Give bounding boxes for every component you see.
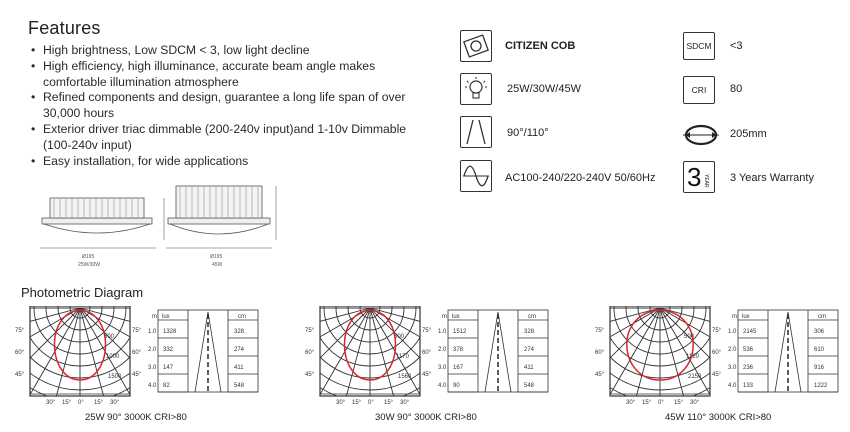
bottom-angle-label: 30° [400, 400, 410, 406]
table-header: cm [238, 314, 246, 320]
features-list [30, 43, 430, 169]
polar-value-label: 2150 [688, 374, 702, 380]
sine-wave-icon [460, 160, 492, 192]
bottom-angle-label: 0° [368, 400, 374, 406]
table-header: lux [742, 314, 750, 320]
drawing-model-label: 45W [212, 262, 223, 268]
angle-label: 75° [15, 328, 25, 334]
polar-spoke [595, 308, 660, 406]
cri-box: CRI [683, 76, 715, 104]
drawing-dim-label: Ø195 [82, 254, 95, 260]
polar-value-label: 1170 [396, 354, 409, 360]
bottom-angle-label: 15° [94, 400, 104, 406]
spec-voltage: AC100-240/220-240V 50/60Hz [505, 172, 656, 184]
table-distance: 1.0 [148, 329, 157, 335]
table-distance: 2.0 [438, 347, 447, 353]
angle-label: 75° [595, 328, 605, 334]
warranty-number: 3 [687, 162, 702, 192]
cutout-icon [683, 121, 719, 149]
table-lux: 1328 [163, 329, 177, 335]
fixture-drawing-45w [166, 186, 276, 248]
bottom-angle-label: 30° [690, 400, 700, 406]
warranty-year-label: YEAR [703, 174, 709, 188]
table-distance: 2.0 [728, 347, 737, 353]
spec-cob: CITIZEN COB [505, 40, 576, 52]
feature-item: • Refined components and design, guarantee a long life span of over 30,000 hours [30, 90, 430, 122]
feature-item: • High brightness, Low SDCM < 3, low light decline [30, 43, 430, 59]
table-lux: 2145 [743, 329, 757, 335]
polar-spoke [305, 308, 370, 406]
polar-value-label: 1500 [108, 374, 122, 380]
angle-label: 60° [595, 350, 605, 356]
table-cm: 411 [524, 365, 534, 371]
angle-label: 45° [422, 372, 432, 378]
table-header: m [732, 314, 737, 320]
cob-chip-icon [460, 30, 492, 62]
bottom-angle-label: 15° [674, 400, 684, 406]
photometric-diagram [590, 306, 850, 406]
bulb-icon [460, 73, 492, 105]
polar-value-label: 1000 [106, 354, 120, 360]
bottom-angle-label: 15° [384, 400, 394, 406]
diagram-caption: 45W 110° 3000K CRI>80 [665, 412, 772, 423]
polar-spoke [15, 308, 80, 406]
angle-label: 45° [712, 372, 722, 378]
polar-value-label: 1560 [398, 374, 412, 380]
angle-label: 60° [712, 350, 722, 356]
table-lux: 332 [163, 347, 174, 353]
drawing-model-label: 25W/30W [78, 262, 100, 268]
table-distance: 3.0 [728, 365, 737, 371]
angle-label: 75° [712, 328, 722, 334]
table-lux: 1512 [453, 329, 467, 335]
polar-value-label: 500 [684, 334, 695, 340]
angle-label: 45° [15, 372, 25, 378]
bottom-angle-label: 30° [336, 400, 346, 406]
angle-label: 45° [595, 372, 605, 378]
table-lux: 90 [453, 383, 460, 389]
table-cm: 548 [234, 383, 245, 389]
table-cm: 916 [814, 365, 825, 371]
spec-sdcm: <3 [730, 40, 743, 52]
spec-beam-angle: 90°/110° [507, 127, 549, 139]
table-distance: 4.0 [438, 383, 447, 389]
table-header: cm [528, 314, 536, 320]
bottom-angle-label: 0° [78, 400, 84, 406]
feature-item: • Exterior driver triac dimmable (200-240v input)and 1-10v Dimmable (100-240v input) [30, 122, 430, 154]
polar-value-label: 500 [104, 334, 115, 340]
table-lux: 378 [453, 347, 464, 353]
spec-power: 25W/30W/45W [507, 83, 581, 95]
feature-item: • Easy installation, for wide applications [30, 154, 430, 170]
angle-label: 60° [305, 350, 315, 356]
beam-angle-icon [460, 116, 492, 148]
bottom-angle-label: 15° [62, 400, 72, 406]
features-title: Features [28, 18, 101, 38]
table-cm: 328 [234, 329, 245, 335]
angle-label: 60° [132, 350, 142, 356]
table-cm: 306 [814, 329, 825, 335]
table-cm: 411 [234, 365, 244, 371]
diagram-caption: 30W 90° 3000K CRI>80 [375, 412, 477, 423]
bottom-angle-label: 30° [626, 400, 636, 406]
drawing-dim-label: Ø195 [210, 254, 223, 260]
feature-item: • High efficiency, high illuminance, accurate beam angle makes comfortable illumination atmosphere [30, 59, 430, 91]
photometric-diagram [300, 306, 560, 406]
table-distance: 4.0 [728, 383, 737, 389]
spec-cutout: 205mm [730, 128, 767, 140]
table-cm: 274 [234, 347, 245, 353]
spec-warranty: 3 Years Warranty [730, 172, 814, 184]
bottom-angle-label: 15° [352, 400, 362, 406]
spec-cri: 80 [730, 83, 743, 95]
table-lux: 167 [453, 365, 464, 371]
angle-label: 75° [132, 328, 142, 334]
table-distance: 2.0 [148, 347, 157, 353]
table-cm: 610 [814, 347, 825, 353]
table-header: lux [452, 314, 460, 320]
angle-label: 60° [422, 350, 432, 356]
angle-label: 75° [305, 328, 315, 334]
table-lux: 147 [163, 365, 174, 371]
sdcm-box: SDCM [683, 32, 715, 60]
table-distance: 3.0 [148, 365, 157, 371]
polar-value-label: 500 [394, 334, 405, 340]
bottom-angle-label: 0° [658, 400, 664, 406]
table-cm: 548 [524, 383, 535, 389]
table-distance: 1.0 [438, 329, 447, 335]
angle-label: 45° [132, 372, 142, 378]
diagram-caption: 25W 90° 3000K CRI>80 [85, 412, 187, 423]
table-lux: 236 [743, 365, 754, 371]
product-drawings [30, 180, 280, 272]
polar-spoke [590, 308, 660, 342]
table-distance: 4.0 [148, 383, 157, 389]
angle-label: 60° [15, 350, 25, 356]
table-header: cm [818, 314, 826, 320]
table-distance: 1.0 [728, 329, 737, 335]
fixture-drawing-25w [40, 198, 164, 248]
table-header: lux [162, 314, 170, 320]
table-distance: 3.0 [438, 365, 447, 371]
table-cm: 328 [524, 329, 535, 335]
table-cm: 274 [524, 347, 535, 353]
table-lux: 536 [743, 347, 754, 353]
table-cm: 1222 [814, 383, 828, 389]
polar-value-label: 1120 [686, 354, 699, 360]
warranty-icon [683, 161, 715, 193]
table-header: m [442, 314, 447, 320]
table-lux: 133 [743, 383, 754, 389]
table-header: m [152, 314, 157, 320]
photometric-title: Photometric Diagram [21, 285, 144, 300]
photometric-diagram [10, 306, 270, 406]
bottom-angle-label: 30° [46, 400, 56, 406]
angle-label: 75° [422, 328, 432, 334]
bottom-angle-label: 15° [642, 400, 652, 406]
angle-label: 45° [305, 372, 315, 378]
bottom-angle-label: 30° [110, 400, 120, 406]
table-lux: 82 [163, 383, 170, 389]
